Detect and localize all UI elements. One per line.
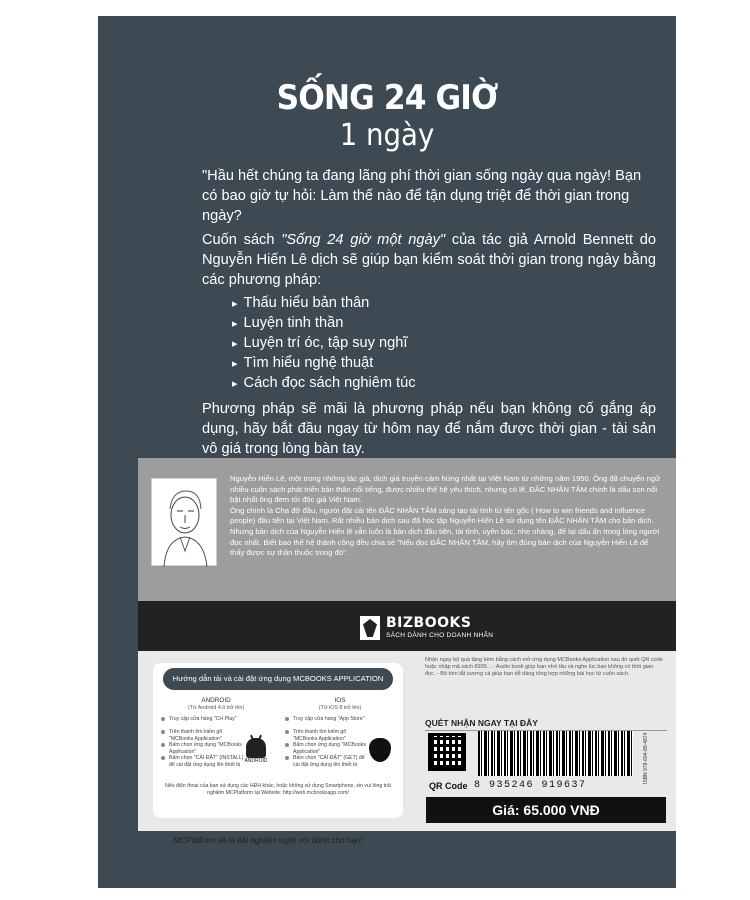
ios-step: Truy cập cửa hàng "App Store" <box>281 716 369 729</box>
apple-icon <box>367 738 393 762</box>
book-blurb <box>202 166 656 463</box>
blurb-intro <box>202 230 656 290</box>
publisher-band <box>138 601 676 651</box>
android-step: Truy cập cửa hàng "CH Play" <box>157 716 245 729</box>
method-item: ▸ Tìm hiểu nghệ thuật <box>232 354 656 374</box>
app-guide-footer: MCPlatform sẽ là trải nghiệm tuyệt vời dành cho bạn! <box>173 836 363 845</box>
android-step: Bấm chọn "CÀI ĐẶT" (INSTALL) để cài đặt ứng dụng lên thiết bị <box>157 755 245 768</box>
method-item: ▸ Luyện tinh thần <box>232 314 656 334</box>
android-steps <box>157 716 275 768</box>
author-bio-paragraph: Nguyễn Hiến Lê, một trong những tác giả, dịch giả truyền cảm hứng nhất tại Việt Nam từ những năm 1950. Ông đã chuyển ngữ nhiều cuốn sách phát triển bản thân nổi tiếng, được nhiều thế hệ yêu thích, nhưng có lẽ, ĐẮC NHÂN TÂM chính là dấu son nổi bật nhất ông đem tới độc giả Việt Nam. <box>230 474 661 505</box>
book-back-cover <box>98 16 676 888</box>
barcode-icon <box>478 731 633 776</box>
bottom-panel <box>138 651 676 831</box>
author-bio-paragraph: Ông chính là Cha đỡ đầu, người đặt cái tên ĐẮC NHÂN TÂM sáng tạo tài tình từ tên gốc ( How to win friends and influence people) đầu tiên tại Việt Nam. Rất nhiều bản dịch sau đã học tập Nguyễn Hiến Lê sử dụng tên ĐẮC NHÂN TÂM cho bản dịch. Nhưng bản dịch của Nguyễn Hiến lê vẫn luôn là bản dịch đầu tiên, tài tình, uyên bác, nhẹ nhàng, để lại dấu ấn trong lòng người đọc nhất. Biết bao thế hệ thành công đều chia sẻ "Nếu đọc ĐẮC NHÂN TÂM, hãy tìm đúng bản dịch của Nguyễn Hiến Lê để thấy được sự thân thuộc trong đó". <box>230 505 660 558</box>
android-subtitle: (Từ Android 4.0 trở lên) <box>187 705 245 711</box>
methods-list <box>232 294 656 394</box>
blurb-intro-before: Cuốn sách <box>202 232 282 248</box>
ios-subtitle: (Từ iOS 8 trở lên) <box>318 705 362 711</box>
android-step: Trên thanh tìm kiếm gõ "MCBooks Application" <box>157 729 245 742</box>
blurb-book-name: "Sống 24 giờ một ngày" <box>281 232 446 248</box>
isbn-text: ISBN 978-604-89-4874 <box>643 732 649 784</box>
blurb-quote: "Hầu hết chúng ta đang lãng phí thời gian sống ngày qua ngày! Bạn có bao giờ tự hỏi: Làm thế nào để tận dụng triệt để thời gian trong ngày? <box>202 168 642 224</box>
ios-title: IOS <box>334 697 346 704</box>
publisher-name: BIZBOOKS <box>386 615 472 631</box>
book-title: SỐNG 24 GIỜ <box>276 78 498 118</box>
author-bio <box>230 474 664 559</box>
app-guide-note: Nếu điện thoại của bạn sử dụng các HĐH khác, hoặc không sử dụng Smartphone, xin vui lòng trải nghiệm MCPlatform tại Website: http://web.mcbooksapp.com/ <box>165 783 391 796</box>
android-icon-label: ANDROID <box>244 758 268 764</box>
bizbooks-logo-icon <box>360 616 380 640</box>
gift-description: Nhận ngay bộ quà tặng kèm bằng cách mở ứng dụng MCBooks Application sau đó quét QR code hoặc nhập mã sách 8935... - Audio book giúp bạn nhớ lâu và nghe lúc bạn không có thời gian đọc. - Bộ tóm tắt sương cá giúp bạn dễ dàng tổng hợp những bài học từ cuốn sách. <box>425 657 663 677</box>
method-item: ▸ Cách đọc sách nghiêm túc <box>232 374 656 394</box>
author-section <box>138 458 676 601</box>
author-portrait <box>151 478 217 566</box>
publisher-tagline: SÁCH DÀNH CHO DOANH NHÂN <box>386 632 494 639</box>
android-column <box>157 697 275 768</box>
price-tag: Giá: 65.000 VNĐ <box>426 797 666 823</box>
method-item: ▸ Thấu hiểu bản thân <box>232 294 656 314</box>
blurb-closing: Phương pháp sẽ mãi là phương pháp nếu bạn không cố gắng áp dụng, hãy bắt đầu ngay từ hôm nay để nắm được thời gian - tài sản vô giá trong lòng bàn tay. <box>202 401 656 457</box>
method-item: ▸ Luyện trí óc, tập suy nghĩ <box>232 334 656 354</box>
barcode-number: 8 935246 919637 <box>474 780 587 791</box>
author-sketch-icon <box>152 479 218 567</box>
app-guide-box <box>153 663 403 818</box>
android-icon <box>243 738 269 764</box>
android-title: ANDROID <box>201 697 231 704</box>
ios-step: Bấm chọn ứng dụng "MCBooks Application" <box>281 742 369 755</box>
app-guide-header: Hướng dẫn tải và cài đặt ứng dụng MCBOOKS APPLICATION <box>163 668 393 690</box>
qr-code-label: QR Code <box>429 781 468 791</box>
qr-code-icon <box>428 733 466 771</box>
ios-steps <box>281 716 399 768</box>
blurb-intro-after: của tác giả Arnold Bennett do Nguyễn Hiến Lê dịch sẽ giúp bạn kiểm soát thời gian trong ngày bằng các phương pháp: <box>202 232 656 288</box>
book-subtitle: 1 ngày <box>339 118 435 153</box>
android-step: Bấm chọn ứng dụng "MCBooks Application" <box>157 742 245 755</box>
ios-column <box>281 697 399 768</box>
ios-step: Bấm chọn "CÀI ĐẶT" (GET) để cài đặt ứng dụng lên thiết bị <box>281 755 369 768</box>
ios-step: Trên thanh tìm kiếm gõ "MCBooks Application" <box>281 729 369 742</box>
gift-title: QUÉT NHẬN NGAY TẠI ĐÂY <box>425 718 667 731</box>
